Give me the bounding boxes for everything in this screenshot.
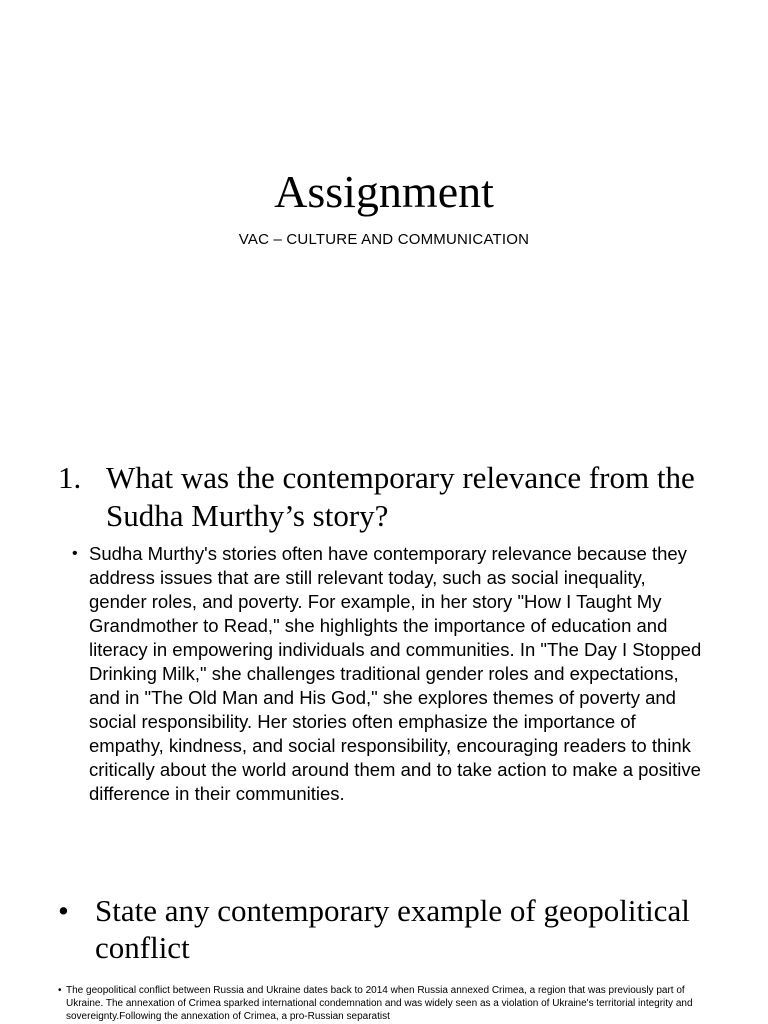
- answer-1-text: Sudha Murthy's stories often have contemporary relevance because they address issues that are still relevant today, such as social inequality, gender roles, and poverty. For example, in her story "How I Taught My Grandmother to Read," she highlights the importance of education and literacy in empowering individuals and communities. In "The Day I Stopped Drinking Milk," she challenges traditional gender roles and expectations, and in "The Old Man and His God," she explores themes of poverty and social responsibility. Her stories often emphasize the importance of empathy, kindness, and social responsibility, encouraging readers to think critically about the world around them and to take action to make a positive difference in their communities.: [89, 543, 702, 804]
- question-1: [58, 459, 698, 535]
- bullet-icon: •: [58, 985, 62, 996]
- question-1-number: 1.: [58, 460, 82, 495]
- page-subtitle: VAC – CULTURE AND COMMUNICATION: [238, 231, 530, 248]
- answer-1: [72, 542, 702, 806]
- bullet-icon: •: [72, 545, 78, 562]
- question-1-text: What was the contemporary relevance from the Sudha Murthy’s story?: [106, 460, 695, 533]
- answer-2: [58, 984, 698, 1023]
- question-2-text: State any contemporary example of geopolitical conflict: [95, 893, 690, 965]
- page-title: Assignment: [274, 166, 494, 217]
- question-2: [58, 892, 698, 966]
- bullet-icon: •: [58, 893, 69, 928]
- answer-2-text: The geopolitical conflict between Russia and Ukraine dates back to 2014 when Russia annexed Crimea, a region that was previously part of Ukraine. The annexation of Crimea sparked international condemnation and was widely seen as a violation of Ukraine's territorial integrity and sovereignty.Following the annexation of Crimea, a pro-Russian separatist: [66, 985, 693, 1022]
